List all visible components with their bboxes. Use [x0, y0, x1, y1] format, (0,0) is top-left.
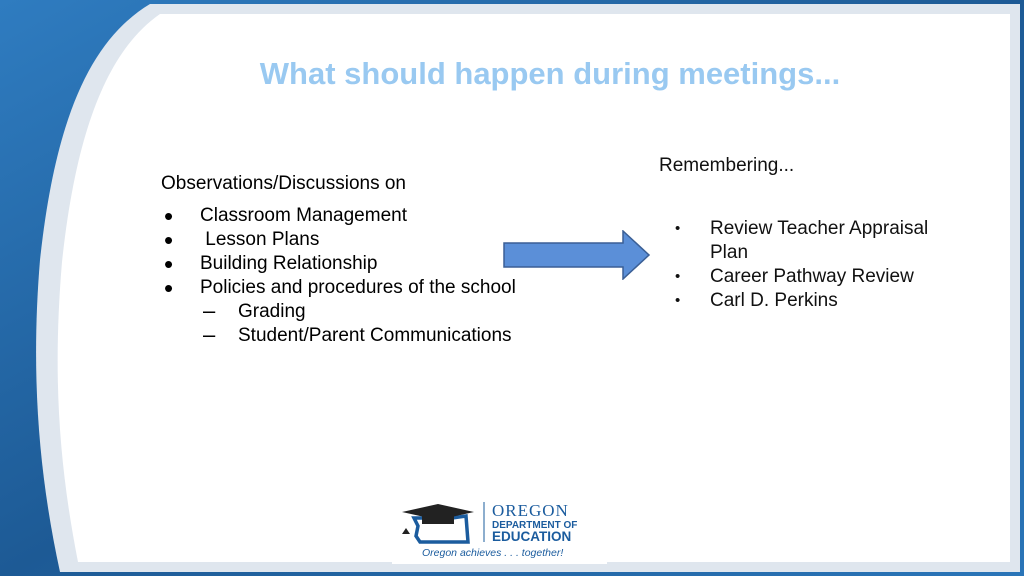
bullet-icon: • [164, 273, 174, 303]
list-item: • Policies and procedures of the school [164, 273, 516, 303]
slide-title: What should happen during meetings... [259, 56, 841, 91]
logo-education-text: EDUCATION [492, 529, 572, 544]
sub-list-item: – Student/Parent Communications [203, 322, 512, 347]
list-item: • Career Pathway Review [675, 266, 914, 287]
bullet-icon: • [675, 292, 681, 309]
sub-list-item: – Grading [203, 298, 306, 323]
review-appraisal-line2: Plan [710, 242, 749, 263]
right-arrow-icon [503, 230, 651, 280]
logo-department-text: DEPARTMENT OF [492, 520, 578, 531]
oregon-department-of-education-logo [392, 496, 607, 564]
dash-icon: – [203, 298, 216, 323]
remembering-section [659, 154, 979, 313]
bullet-icon: • [164, 249, 174, 279]
logo-oregon-text: OREGON [492, 501, 569, 520]
bullet-icon: • [164, 225, 174, 255]
bullet-icon: • [164, 201, 174, 231]
list-item [659, 217, 979, 265]
logo-tagline: Oregon achieves . . . together! [422, 547, 564, 559]
list-item: • Classroom Management [164, 201, 407, 231]
list-item: • Lesson Plans [164, 225, 320, 255]
list-item: • Carl D. Perkins [675, 290, 838, 311]
bullet-icon: • [675, 220, 681, 237]
observations-heading: Observations/Discussions on [161, 173, 406, 194]
dash-icon: – [203, 322, 216, 347]
bullet-icon: • [675, 268, 681, 285]
list-item: • Building Relationship [164, 249, 378, 279]
remembering-heading: Remembering... [659, 155, 795, 176]
review-appraisal-line1: Review Teacher Appraisal [710, 218, 929, 239]
